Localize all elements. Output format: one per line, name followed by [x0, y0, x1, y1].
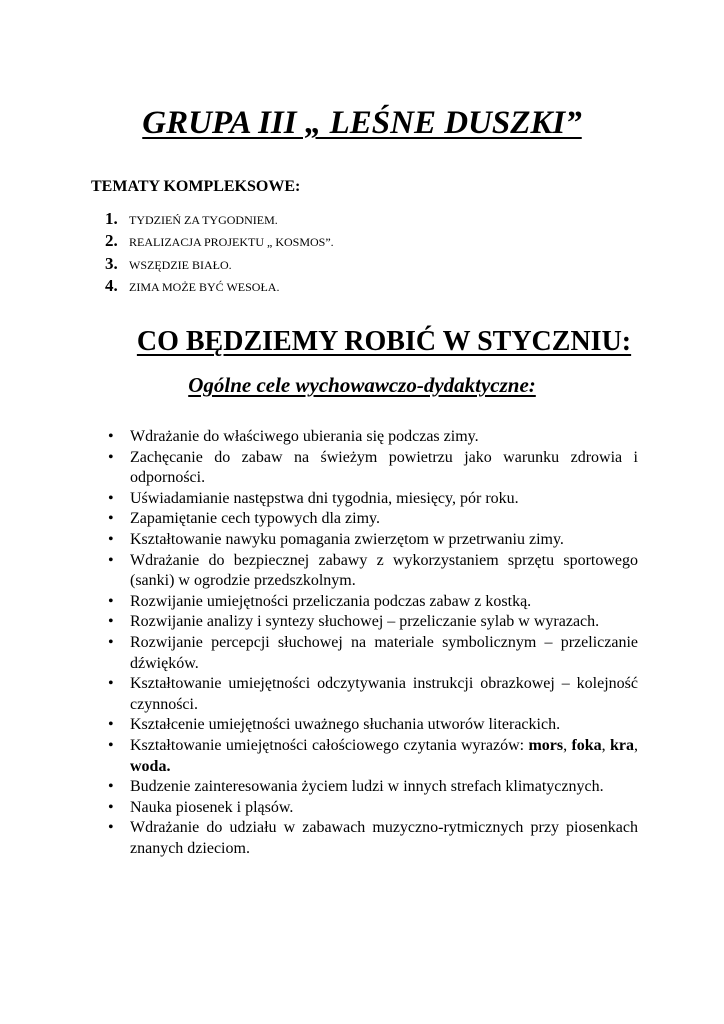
list-item: • Budzenie zainteresowania życiem ludzi w innych strefach klimatycznych.: [105, 777, 638, 798]
list-number: 3.: [105, 253, 118, 273]
list-item: • Rozwijanie analizy i syntezy słuchowej – przeliczanie sylab w wyrazach.: [105, 612, 638, 633]
page-title: GRUPA III „ LEŚNE DUSZKI”: [142, 105, 582, 141]
list-item: • Kształcenie umiejętności uważnego słuchania utworów literackich.: [105, 715, 638, 736]
themes-list: [105, 209, 334, 298]
bold-word: foka: [571, 736, 602, 754]
goals-heading-text: Ogólne cele wychowawczo-dydaktyczne:: [188, 373, 536, 397]
separator: ,: [601, 736, 611, 754]
list-item: [105, 231, 334, 253]
list-item: • Rozwijanie percepcji słuchowej na materiale symbolicznym – przeliczanie dźwięków.: [105, 633, 638, 674]
bold-word: mors: [528, 736, 564, 754]
list-item: • Rozwijanie umiejętności przeliczania podczas zabaw z kostką.: [105, 592, 638, 613]
list-item: • Wdrażanie do udziału w zabawach muzyczno-rytmicznych przy piosenkach znanych dzieciom.: [105, 818, 638, 859]
bold-word: woda.: [130, 757, 171, 775]
section-heading: CO BĘDZIEMY ROBIĆ W STYCZNIU:: [136, 326, 632, 357]
theme-text: ZIMA MOŻE BYĆ WESOŁA.: [129, 279, 280, 294]
goal-text: Kształtowanie umiejętności całościowego czytania wyrazów:: [130, 736, 529, 754]
list-item: • Wdrażanie do bezpiecznej zabawy z wykorzystaniem sprzętu sportowego (sanki) w ogrodzie przedszkolnym.: [105, 551, 638, 592]
separator: ,: [634, 736, 639, 754]
separator: ,: [563, 736, 572, 754]
themes-heading: TEMATY KOMPLEKSOWE:: [91, 178, 301, 195]
list-item: • Zapamiętanie cech typowych dla zimy.: [105, 509, 638, 530]
theme-text: REALIZACJA PROJEKTU „ KOSMOS”.: [129, 235, 334, 250]
theme-text: TYDZIEŃ ZA TYGODNIEM.: [129, 213, 278, 227]
list-number: 4.: [105, 275, 118, 295]
theme-text: WSZĘDZIE BIAŁO.: [129, 257, 232, 272]
list-item: • Zachęcanie do zabaw na świeżym powietrzu jako warunku zdrowia i odporności.: [105, 448, 638, 489]
list-item: • Kształtowanie nawyku pomagania zwierzętom w przetrwaniu zimy.: [105, 530, 638, 551]
list-item: • Wdrażanie do właściwego ubierania się podczas zimy.: [105, 427, 638, 448]
list-item: [105, 276, 334, 298]
list-item: [105, 736, 638, 777]
list-number: 1.: [105, 209, 118, 228]
goals-heading: [0, 370, 724, 400]
goals-list: [105, 427, 638, 859]
list-number: 2.: [105, 231, 118, 251]
list-item: [105, 209, 334, 231]
bold-word: kra: [610, 736, 635, 754]
list-item: [105, 254, 334, 276]
list-item: • Uświadamianie następstwa dni tygodnia, miesięcy, pór roku.: [105, 489, 638, 510]
list-item: • Kształtowanie umiejętności odczytywania instrukcji obrazkowej – kolejność czynności.: [105, 674, 638, 715]
list-item: • Nauka piosenek i pląsów.: [105, 798, 638, 819]
